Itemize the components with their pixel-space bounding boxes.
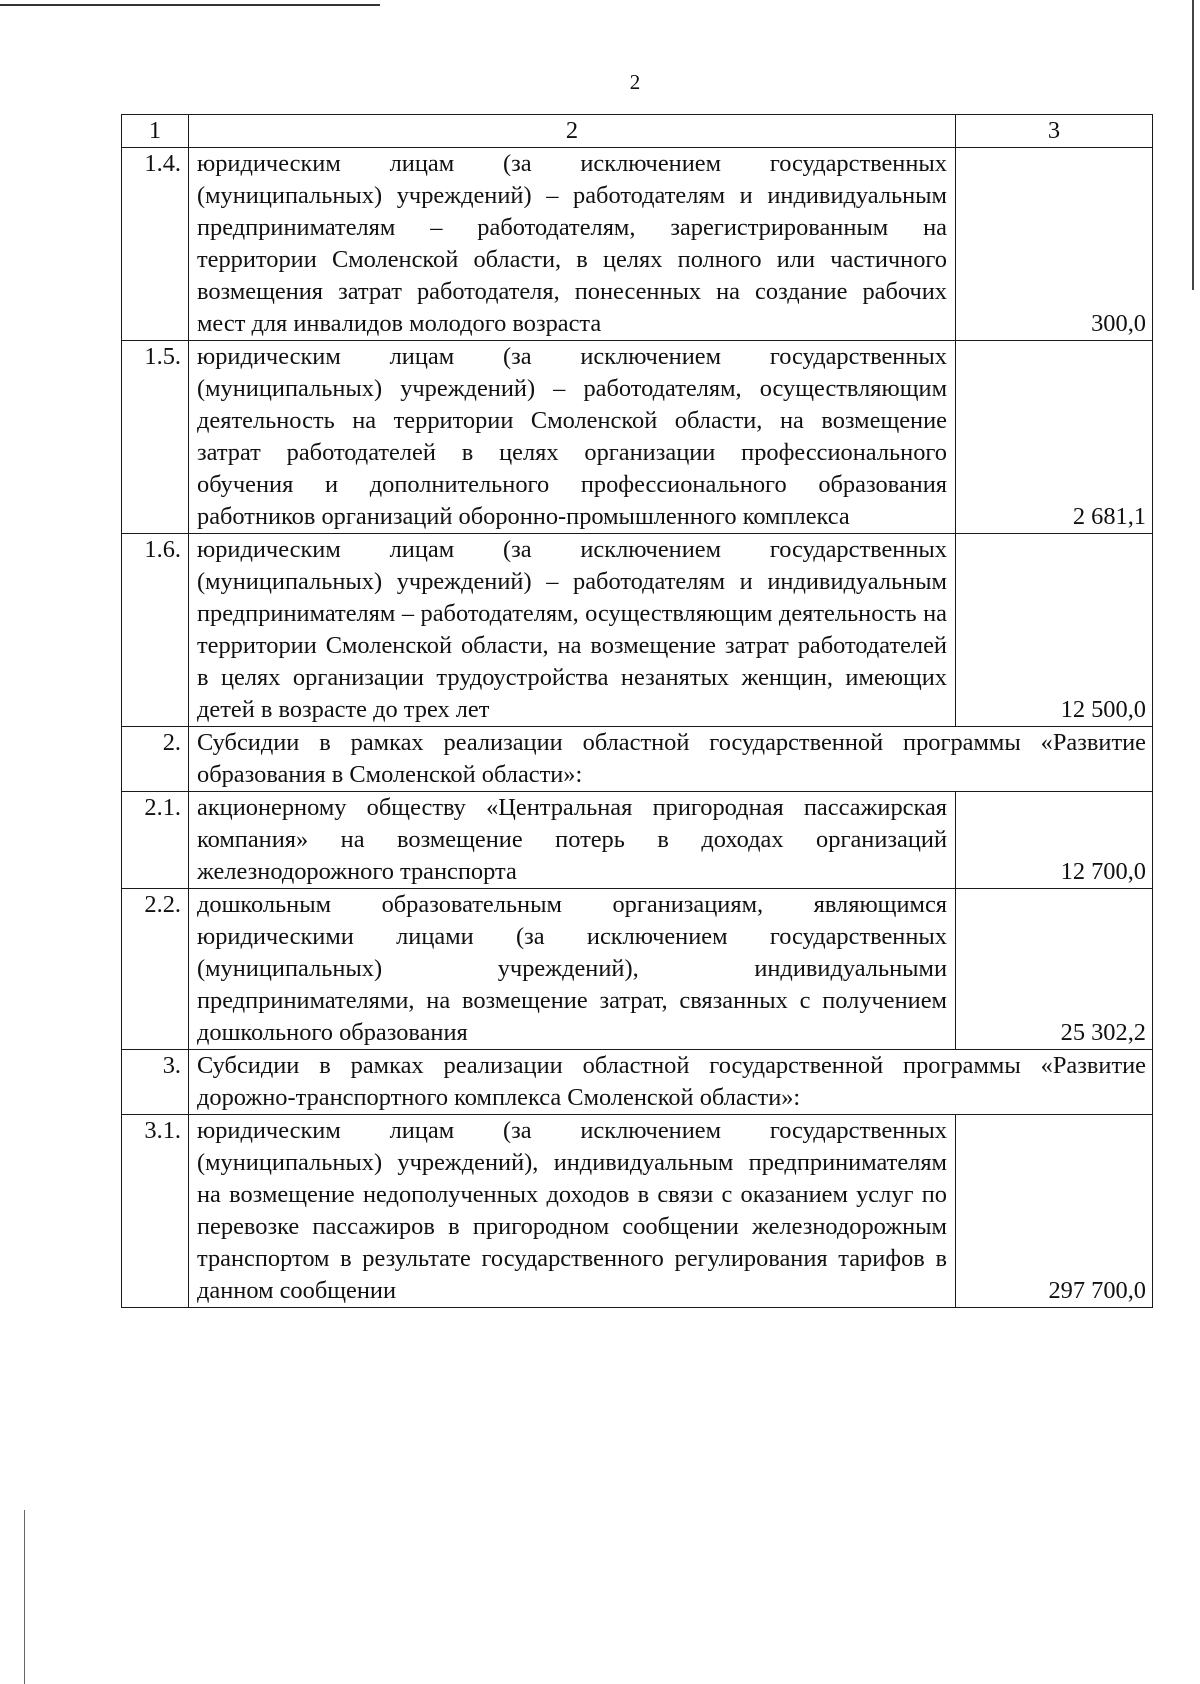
row-description: акционерному обществу «Центральная пригородная пассажирская компания» на возмещение потерь в доходах организаций железнодорожного транспорта (189, 792, 956, 889)
row-description: юридическим лицам (за исключением государственных (муниципальных) учреждений) – работодателям, осуществляющим деятельность на территории Смоленской области, на возмещение затрат работодателей в целях организации профессионального обучения и дополнительного профессионального образования работников организаций оборонно-промышленного комплекса (189, 341, 956, 534)
row-description: юридическим лицам (за исключением государственных (муниципальных) учреждений), индивидуальным предпринимателям на возмещение недополученных доходов в связи с оказанием услуг по перевозке пассажиров в пригородном сообщении железнодорожным транспортом в результате государственного регулирования тарифов в данном сообщении (189, 1115, 956, 1308)
table-header-row (122, 115, 1153, 148)
section-title: Субсидии в рамках реализации областной государственной программы «Развитие дорожно-транспортного комплекса Смоленской области»: (189, 1050, 1153, 1115)
row-number: 1.5. (122, 341, 189, 534)
section-row (122, 727, 1153, 792)
section-number: 3. (122, 1050, 189, 1115)
row-amount: 300,0 (956, 148, 1153, 341)
table-row (122, 1115, 1153, 1308)
row-amount: 12 500,0 (956, 534, 1153, 727)
row-number: 2.1. (122, 792, 189, 889)
scan-artifact-line-top (0, 4, 380, 6)
scan-artifact-line-right (1192, 0, 1194, 290)
row-amount: 297 700,0 (956, 1115, 1153, 1308)
scan-artifact-line-left (24, 1510, 25, 1684)
subsidy-table (121, 114, 1153, 1308)
table-row (122, 148, 1153, 341)
table-row (122, 889, 1153, 1050)
page-number: 2 (629, 70, 641, 94)
table-row (122, 341, 1153, 534)
row-number: 1.6. (122, 534, 189, 727)
row-number: 2.2. (122, 889, 189, 1050)
header-col-3: 3 (956, 115, 1153, 148)
header-col-2: 2 (189, 115, 956, 148)
section-row (122, 1050, 1153, 1115)
header-col-1: 1 (122, 115, 189, 148)
row-description: юридическим лицам (за исключением государственных (муниципальных) учреждений) – работодателям и индивидуальным предпринимателям – работодателям, зарегистрированным на территории Смоленской области, в целях полного или частичного возмещения затрат работодателя, понесенных на создание рабочих мест для инвалидов молодого возраста (189, 148, 956, 341)
table-row (122, 534, 1153, 727)
section-number: 2. (122, 727, 189, 792)
row-description: юридическим лицам (за исключением государственных (муниципальных) учреждений) – работодателям и индивидуальным предпринимателям – работодателям, осуществляющим деятельность на территории Смоленской области, на возмещение затрат работодателей в целях организации трудоустройства незанятых женщин, имеющих детей в возрасте до трех лет (189, 534, 956, 727)
row-number: 1.4. (122, 148, 189, 341)
row-amount: 12 700,0 (956, 792, 1153, 889)
table-row (122, 792, 1153, 889)
row-amount: 25 302,2 (956, 889, 1153, 1050)
row-description: дошкольным образовательным организациям, являющимся юридическими лицами (за исключением государственных (муниципальных) учреждений), индивидуальными предпринимателями, на возмещение затрат, связанных с получением дошкольного образования (189, 889, 956, 1050)
row-amount: 2 681,1 (956, 341, 1153, 534)
row-number: 3.1. (122, 1115, 189, 1308)
section-title: Субсидии в рамках реализации областной государственной программы «Развитие образования в Смоленской области»: (189, 727, 1153, 792)
